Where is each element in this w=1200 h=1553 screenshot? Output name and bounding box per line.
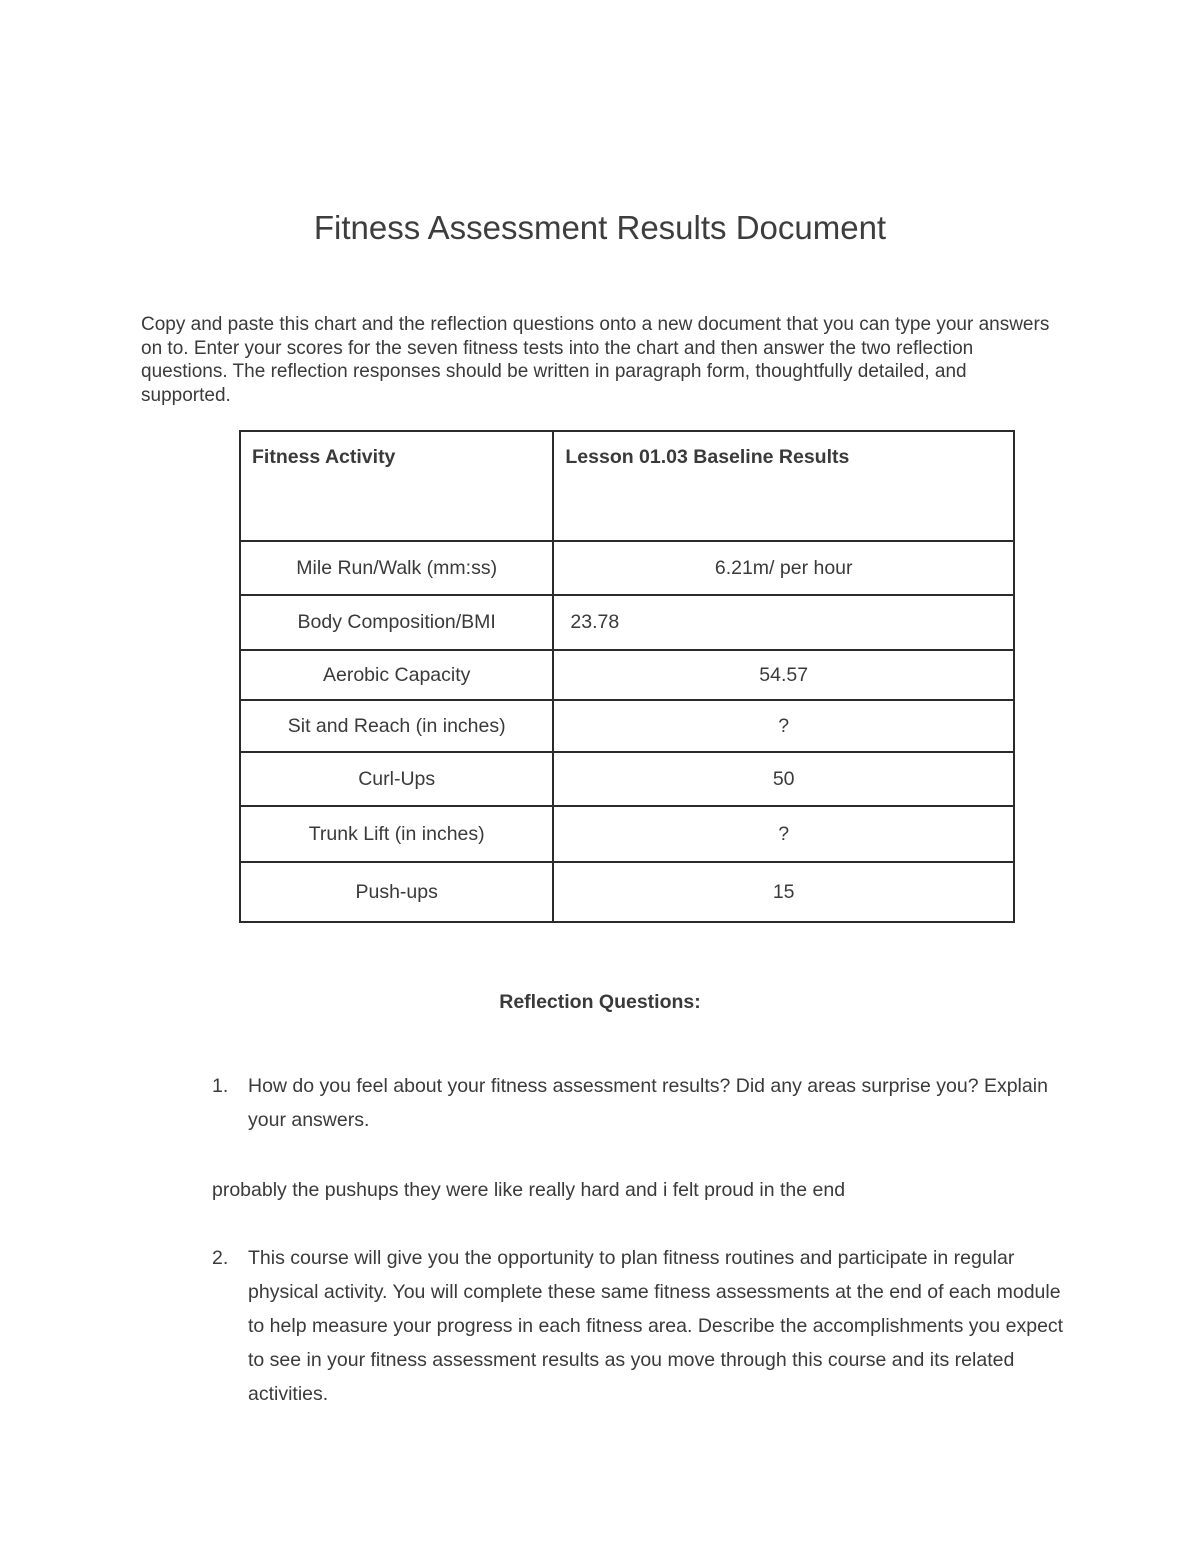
table-row: [240, 806, 1014, 862]
question-text: How do you feel about your fitness assessment results? Did any areas surprise you? Explain your answers.: [248, 1075, 1048, 1131]
activity-cell: Sit and Reach (in inches): [240, 700, 553, 752]
question-number: 1.: [212, 1075, 229, 1097]
table-row: [240, 752, 1014, 806]
table-row: [240, 862, 1014, 922]
intro-paragraph: Copy and paste this chart and the reflection questions onto a new document that you can type your answers on to. Enter your scores for the seven fitness tests into the chart and then answer the two reflection questions. The reflection responses should be written in paragraph form, thoughtfully detailed, and supported.: [141, 314, 1050, 406]
reflection-question-1: [212, 1069, 1072, 1137]
table-row: [240, 650, 1014, 700]
activity-cell: Trunk Lift (in inches): [240, 806, 553, 862]
activity-cell: Aerobic Capacity: [240, 650, 553, 700]
header-fitness-activity: Fitness Activity: [240, 431, 553, 541]
page-title: Fitness Assessment Results Document: [313, 209, 887, 246]
header-baseline-results: Lesson 01.03 Baseline Results: [553, 431, 1014, 541]
activity-cell: Push-ups: [240, 862, 553, 922]
result-cell: 54.57: [553, 650, 1014, 700]
table-row: [240, 595, 1014, 650]
activity-cell: Mile Run/Walk (mm:ss): [240, 541, 553, 595]
activity-cell: Body Composition/BMI: [240, 595, 553, 650]
result-cell: 50: [553, 752, 1014, 806]
table-row: [240, 700, 1014, 752]
result-cell: ?: [553, 806, 1014, 862]
question-number: 2.: [212, 1247, 229, 1269]
reflection-question-2: [212, 1241, 1072, 1411]
result-cell: 23.78: [553, 595, 1014, 650]
activity-cell: Curl-Ups: [240, 752, 553, 806]
answer-1: probably the pushups they were like really hard and i felt proud in the end: [212, 1179, 846, 1201]
result-cell: 15: [553, 862, 1014, 922]
result-cell: 6.21m/ per hour: [553, 541, 1014, 595]
reflection-heading: Reflection Questions:: [499, 991, 701, 1013]
results-table: [239, 430, 1015, 923]
result-cell: ?: [553, 700, 1014, 752]
question-text: This course will give you the opportunity to plan fitness routines and participate in regular physical activity. You will complete these same fitness assessments at the end of each module to help measure your progress in each fitness area. Describe the accomplishments you expect to see in your fitness assessment results as you move through this course and its related activities.: [248, 1247, 1064, 1405]
table-row: [240, 541, 1014, 595]
table-header-row: [240, 431, 1014, 541]
